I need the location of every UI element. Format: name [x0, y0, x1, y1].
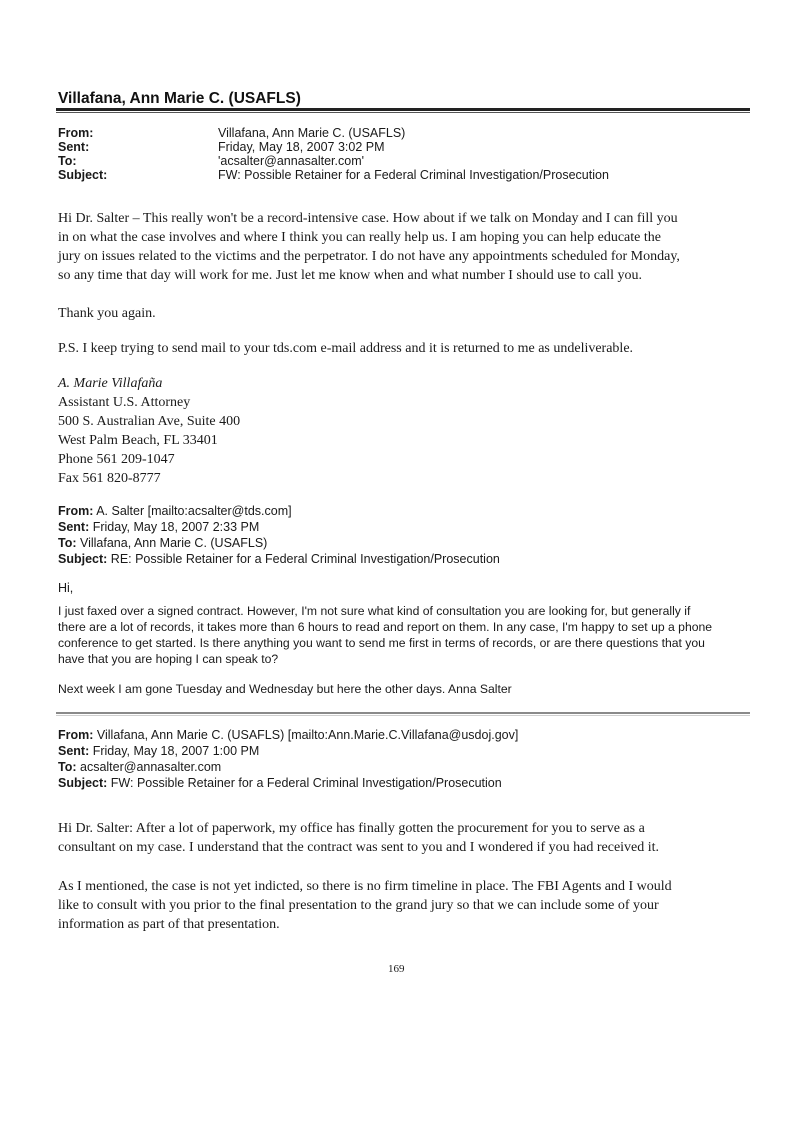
page-number: 169: [388, 963, 405, 975]
message1-body: [58, 209, 758, 285]
title-rule-thin: [56, 112, 750, 113]
message3-line: information as part of that presentation.: [58, 917, 280, 932]
message3-from: [58, 727, 518, 743]
signature-block: [58, 374, 758, 488]
message2-closing: Next week I am gone Tuesday and Wednesday but here the other days. Anna Salter: [58, 682, 512, 696]
message2-line: conference to get started. Is there anything you want to send me first in terms of records, or are there questions that you: [58, 636, 705, 650]
signature-phone: Phone 561 209-1047: [58, 452, 175, 467]
message2-to-value: Villafana, Ann Marie C. (USAFLS): [76, 536, 268, 550]
sent-value: Friday, May 18, 2007 3:02 PM: [218, 140, 385, 154]
signature-title: Assistant U.S. Attorney: [58, 395, 191, 410]
signature-address1: 500 S. Australian Ave, Suite 400: [58, 414, 241, 429]
subject-value: FW: Possible Retainer for a Federal Criminal Investigation/Prosecution: [218, 168, 609, 182]
message2-subject-label: Subject:: [58, 552, 108, 566]
message3-para1: [58, 819, 758, 857]
message2-to: [58, 535, 267, 551]
message-separator-thin: [56, 715, 750, 716]
message2-subject-value: RE: Possible Retainer for a Federal Criminal Investigation/Prosecution: [107, 552, 500, 566]
message3-to: [58, 759, 221, 775]
message3-line: consultant on my case. I understand that the contract was sent to you and I wondered if you had received it.: [58, 840, 660, 855]
message1-line: jury on issues related to the victims and the perpetrator. I do not have any appointments scheduled for Monday,: [58, 249, 680, 264]
message3-from-label: From:: [58, 728, 94, 742]
message2-to-label: To:: [58, 536, 77, 550]
signature-address2: West Palm Beach, FL 33401: [58, 433, 218, 448]
message3-subject-value: FW: Possible Retainer for a Federal Criminal Investigation/Prosecution: [107, 776, 502, 790]
message-separator: [56, 712, 750, 714]
from-label: From:: [58, 126, 94, 140]
message3-line: As I mentioned, the case is not yet indicted, so there is no firm timeline in place. The FBI Agents and I would: [58, 879, 672, 894]
message2-greeting: Hi,: [58, 581, 74, 595]
message2-body: [58, 603, 758, 667]
message3-sent-label: Sent:: [58, 744, 90, 758]
message3-sent-value: Friday, May 18, 2007 1:00 PM: [89, 744, 260, 758]
message2-line: have that you are hoping I can speak to?: [58, 652, 279, 666]
message2-line: I just faxed over a signed contract. However, I'm not sure what kind of consultation you are looking for, but generally if: [58, 604, 691, 618]
message1-ps: P.S. I keep trying to send mail to your tds.com e-mail address and it is returned to me as undeliverable.: [58, 341, 634, 356]
message1-line: so any time that day will work for me. Just let me know when and what number I should use to call you.: [58, 268, 643, 283]
message1-line: in on what the case involves and where I think you can really help us. I am hoping you can help educate the: [58, 230, 661, 245]
to-label: To:: [58, 154, 77, 168]
message2-subject: [58, 551, 500, 567]
message1-thanks: Thank you again.: [58, 306, 156, 321]
message2-sent-value: Friday, May 18, 2007 2:33 PM: [89, 520, 260, 534]
message3-to-label: To:: [58, 760, 77, 774]
message3-subject: [58, 775, 502, 791]
message1-line: Hi Dr. Salter – This really won't be a record-intensive case. How about if we talk on Monday and I can fill you: [58, 211, 678, 226]
message3-subject-label: Subject:: [58, 776, 108, 790]
message3-from-value: Villafana, Ann Marie C. (USAFLS) [mailto:Ann.Marie.C.Villafana@usdoj.gov]: [93, 728, 519, 742]
message2-line: there are a lot of records, it takes more than 6 hours to read and report on them. In any case, I'm happy to set up a phone: [58, 620, 713, 634]
message3-line: Hi Dr. Salter: After a lot of paperwork, my office has finally gotten the procurement for you to serve as a: [58, 821, 645, 836]
message2-from: [58, 503, 292, 519]
message3-para2: [58, 877, 758, 934]
message2-sent-label: Sent:: [58, 520, 90, 534]
message3-sent: [58, 743, 259, 759]
signature-name: A. Marie Villafaña: [58, 376, 163, 391]
message3-to-value: acsalter@annasalter.com: [76, 760, 222, 774]
message2-sent: [58, 519, 259, 535]
to-value: 'acsalter@annasalter.com': [218, 154, 365, 168]
message3-line: like to consult with you prior to the final presentation to the grand jury so that we can include some of your: [58, 898, 659, 913]
title-rule: [56, 108, 750, 111]
from-value: Villafana, Ann Marie C. (USAFLS): [218, 126, 406, 140]
subject-label: Subject:: [58, 168, 108, 182]
signature-fax: Fax 561 820-8777: [58, 471, 161, 486]
message2-from-value: A. Salter [mailto:acsalter@tds.com]: [93, 504, 292, 518]
message2-from-label: From:: [58, 504, 94, 518]
sent-label: Sent:: [58, 140, 90, 154]
document-title: Villafana, Ann Marie C. (USAFLS): [58, 90, 301, 107]
